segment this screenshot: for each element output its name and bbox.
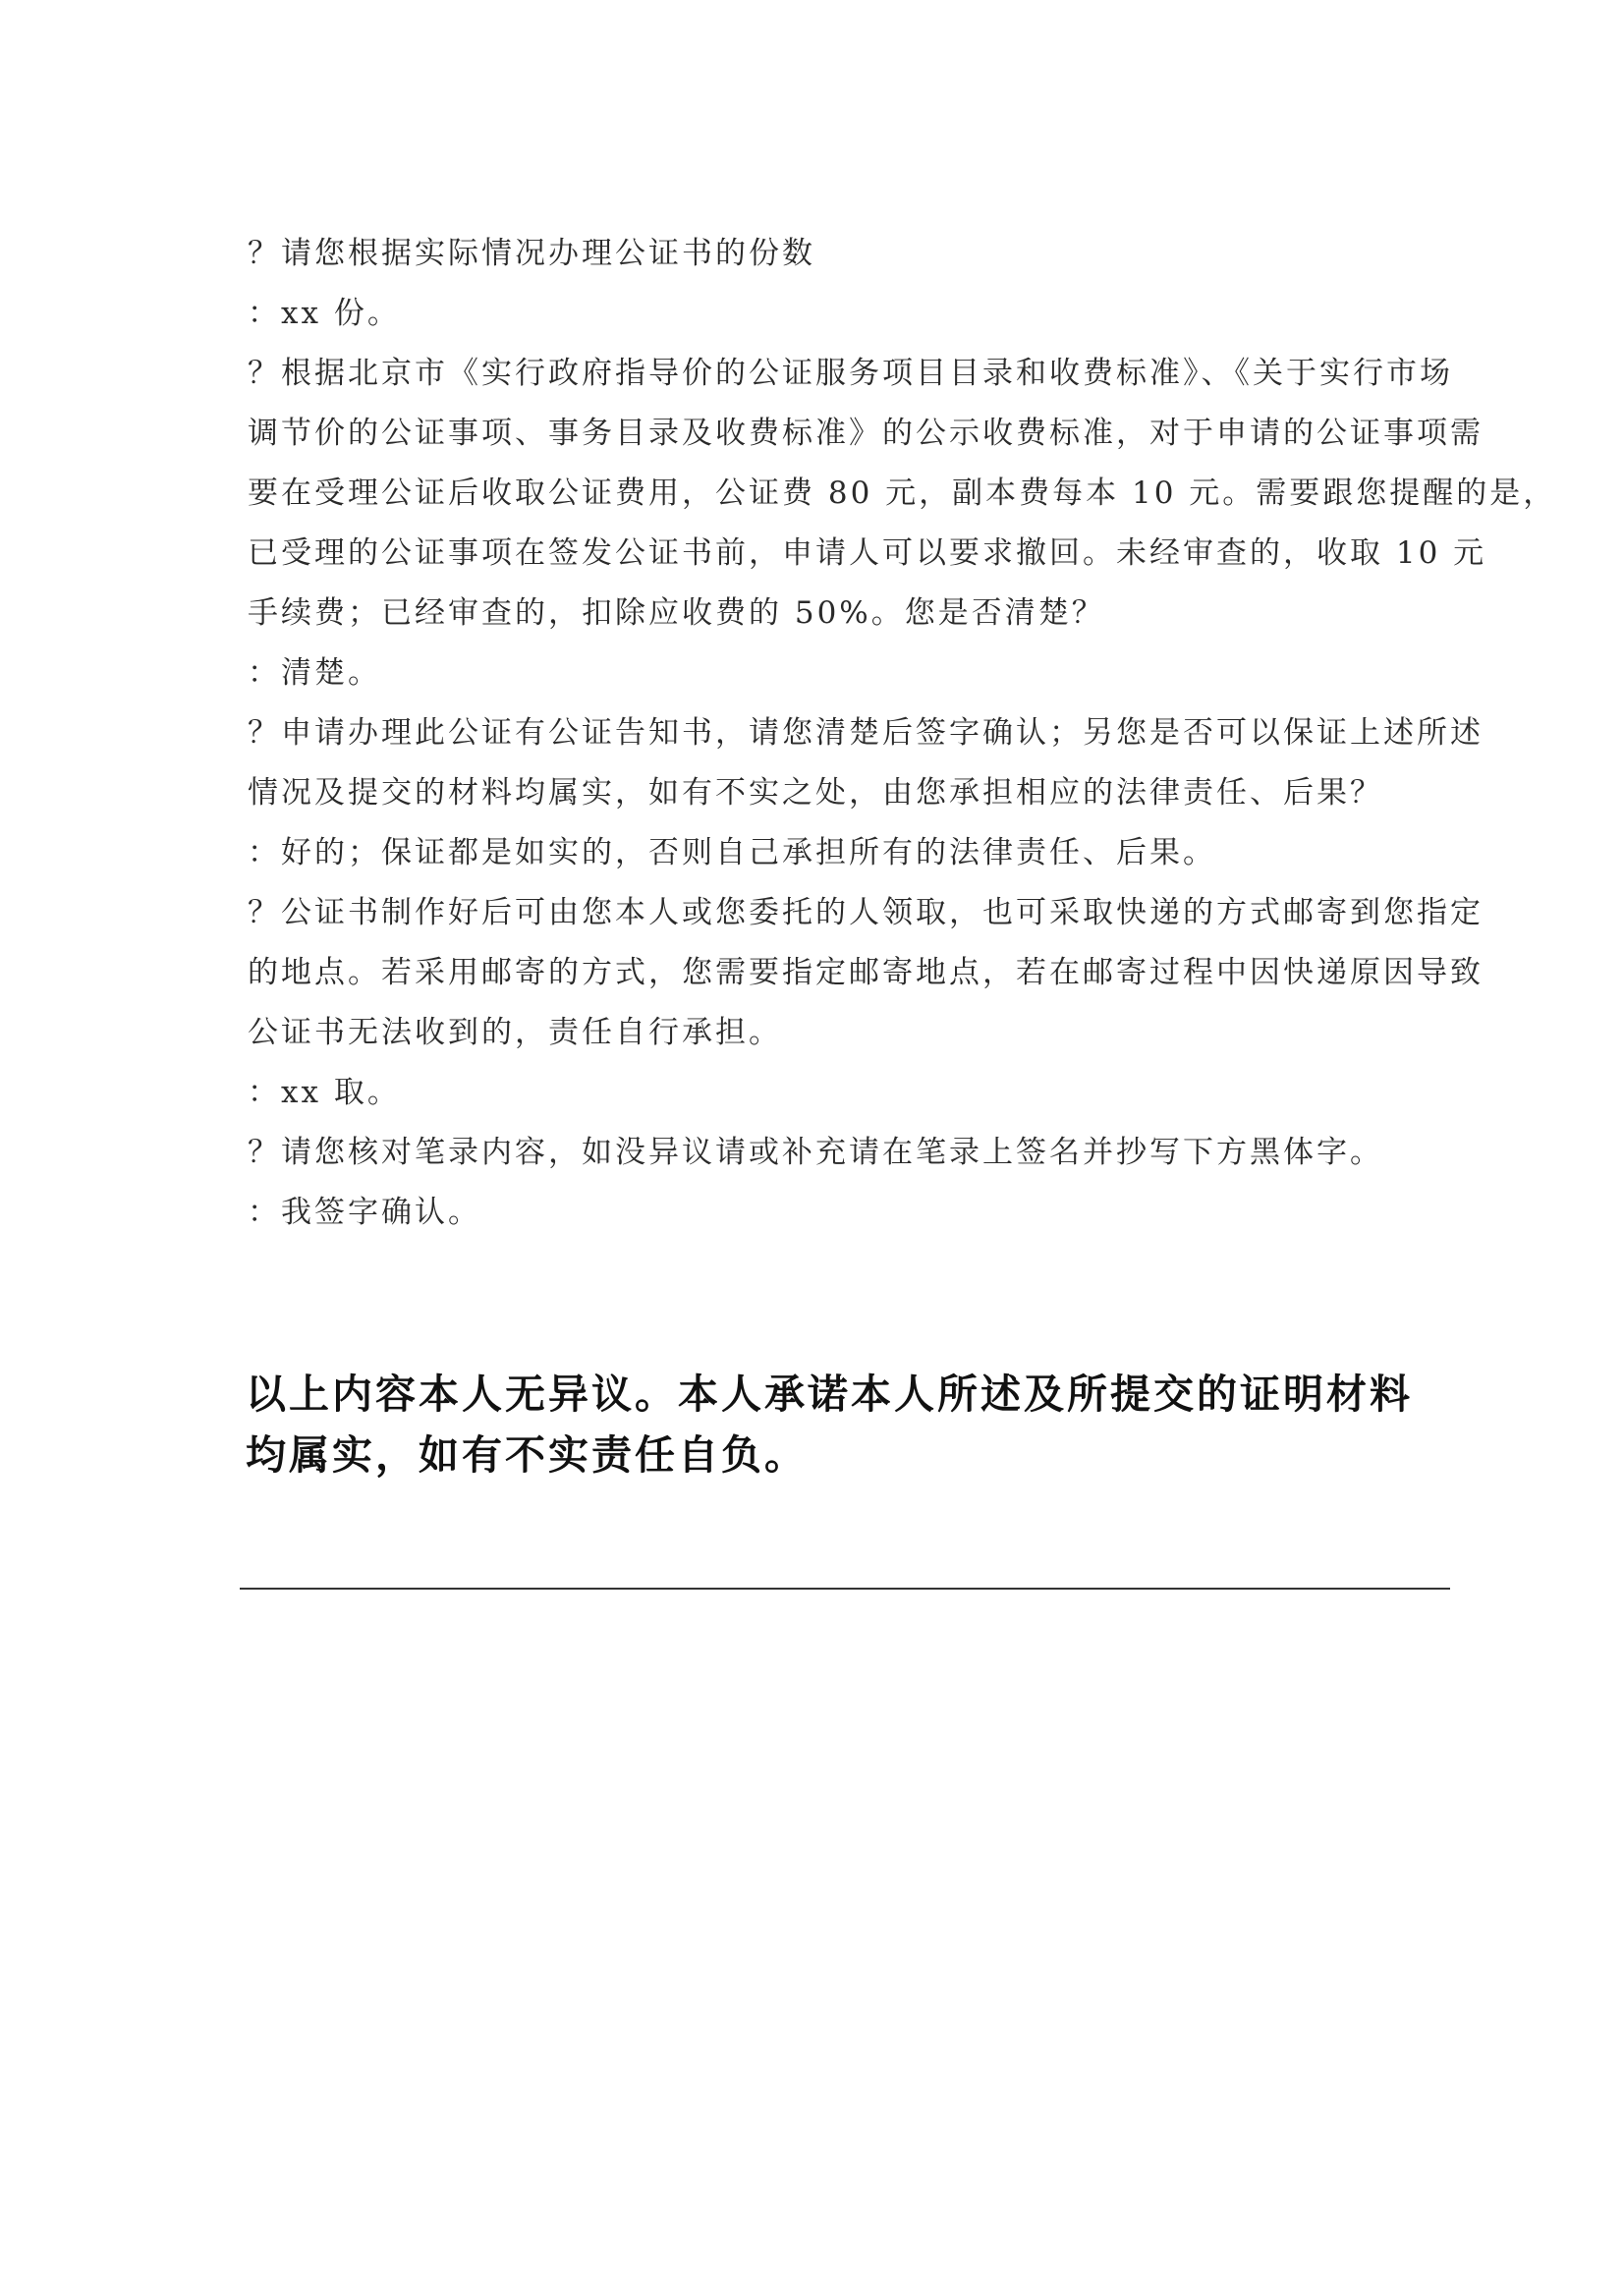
transcript-line: ：xx 取。 — [248, 1075, 401, 1110]
transcript-line: 手续费；已经审查的，扣除应收费的 50%。您是否清楚？ — [248, 595, 1105, 631]
transcript-line: ？申请办理此公证有公证告知书，请您清楚后签字确认；另您是否可以保证上述所述 — [248, 715, 1484, 751]
transcript-line: 情况及提交的材料均属实，如有不实之处，由您承担相应的法律责任、后果？ — [248, 775, 1383, 811]
declaration-statement — [246, 1364, 1484, 1485]
signature-line — [240, 1588, 1450, 1590]
transcript-line: ？公证书制作好后可由您本人或您委托的人领取，也可采取快递的方式邮寄到您指定 — [248, 895, 1484, 930]
transcript-line: 调节价的公证事项、事务目录及收费标准》的公示收费标准，对于申请的公证事项需 — [248, 416, 1484, 451]
transcript-line: 要在受理公证后收取公证费用，公证费 80 元，副本费每本 10 元。需要跟您提醒的是， — [248, 476, 1557, 511]
transcript-line: ？根据北京市《实行政府指导价的公证服务项目目录和收费标准》、《关于实行市场 — [248, 356, 1453, 391]
transcript-line: ：我签字确认。 — [248, 1195, 481, 1230]
transcript-line: ：清楚。 — [248, 655, 381, 691]
transcript-line: 的地点。若采用邮寄的方式，您需要指定邮寄地点，若在邮寄过程中因快递原因导致 — [248, 955, 1484, 990]
transcript-line: ？请您核对笔录内容，如没异议请或补充请在笔录上签名并抄写下方黑体字。 — [248, 1135, 1383, 1170]
transcript-line: 公证书无法收到的，责任自行承担。 — [248, 1015, 782, 1050]
transcript-line: ：xx 份。 — [248, 296, 401, 331]
transcript-line: ：好的；保证都是如实的，否则自己承担所有的法律责任、后果。 — [248, 835, 1216, 870]
transcript-line: ？请您根据实际情况办理公证书的份数 — [248, 236, 815, 271]
declaration-line: 以上内容本人无异议。本人承诺本人所述及所提交的证明材料 — [246, 1371, 1413, 1418]
declaration-line: 均属实，如有不实责任自负。 — [246, 1431, 808, 1479]
transcript-line: 已受理的公证事项在签发公证书前，申请人可以要求撤回。未经审查的，收取 10 元 — [248, 535, 1487, 571]
interview-transcript — [248, 224, 1557, 1243]
